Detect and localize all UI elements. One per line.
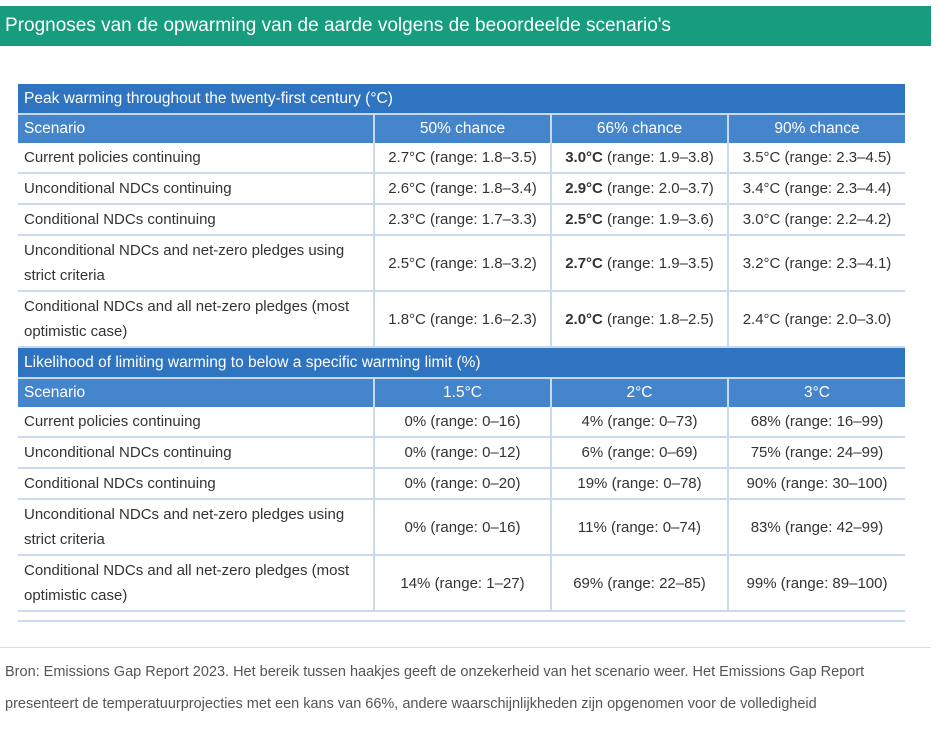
chance-50-cell: 1.8°C (range: 1.6–2.3) <box>374 291 551 347</box>
table-row <box>18 291 905 347</box>
scenario-cell: Unconditional NDCs and net-zero pledges using strict criteria <box>18 499 374 555</box>
chance-66-cell <box>551 143 728 173</box>
column-header-66-chance: 66% chance <box>551 114 728 143</box>
chance-90-cell: 3.0°C (range: 2.2–4.2) <box>728 204 905 235</box>
chance-66-value: 2.5°C <box>565 211 603 228</box>
column-header-90-chance: 90% chance <box>728 114 905 143</box>
chance-50-cell: 2.7°C (range: 1.8–3.5) <box>374 143 551 173</box>
column-header-1-5c: 1.5°C <box>374 378 551 407</box>
scenario-cell: Unconditional NDCs and net-zero pledges using strict criteria <box>18 235 374 291</box>
chance-90-cell: 3.5°C (range: 2.3–4.5) <box>728 143 905 173</box>
limit-2c-cell: 19% (range: 0–78) <box>551 468 728 499</box>
column-header-50-chance: 50% chance <box>374 114 551 143</box>
table-row <box>18 143 905 173</box>
table-bottom-border <box>18 620 905 622</box>
source-note: Bron: Emissions Gap Report 2023. Het bereik tussen haakjes geeft de onzekerheid van het scenario weer. Het Emissions Gap Report presenteert de temperatuurprojecties met een kans van 66%, andere waarschijnlijkheden zijn opgenomen voor de volledigheid <box>5 664 865 712</box>
table-row <box>18 204 905 235</box>
limit-1-5c-cell: 14% (range: 1–27) <box>374 555 551 611</box>
table-row <box>18 437 905 468</box>
chance-50-cell: 2.6°C (range: 1.8–3.4) <box>374 173 551 204</box>
limit-2c-cell: 4% (range: 0–73) <box>551 407 728 437</box>
scenario-cell: Unconditional NDCs continuing <box>18 437 374 468</box>
table-row <box>18 235 905 291</box>
chance-66-range: (range: 1.8–2.5) <box>602 310 714 328</box>
chance-90-cell: 3.4°C (range: 2.3–4.4) <box>728 173 905 204</box>
chance-66-cell <box>551 291 728 347</box>
table-row <box>18 499 905 555</box>
peak-warming-column-headers <box>18 114 905 143</box>
limit-3c-cell: 75% (range: 24–99) <box>728 437 905 468</box>
likelihood-column-headers <box>18 378 905 407</box>
chance-66-cell <box>551 173 728 204</box>
likelihood-section-title: Likelihood of limiting warming to below a specific warming limit (%) <box>18 347 905 378</box>
limit-1-5c-cell: 0% (range: 0–20) <box>374 468 551 499</box>
limit-2c-cell: 11% (range: 0–74) <box>551 499 728 555</box>
limit-3c-cell: 68% (range: 16–99) <box>728 407 905 437</box>
scenario-cell: Conditional NDCs continuing <box>18 468 374 499</box>
chance-66-value: 3.0°C <box>565 149 603 166</box>
chance-66-range: (range: 1.9–3.8) <box>602 149 714 166</box>
column-header-2c: 2°C <box>551 378 728 407</box>
chance-50-cell: 2.3°C (range: 1.7–3.3) <box>374 204 551 235</box>
scenario-cell: Current policies continuing <box>18 143 374 173</box>
chance-90-cell: 3.2°C (range: 2.3–4.1) <box>728 235 905 291</box>
column-header-scenario: Scenario <box>18 378 374 407</box>
peak-warming-section-header <box>18 84 905 114</box>
chance-90-cell: 2.4°C (range: 2.0–3.0) <box>728 291 905 347</box>
likelihood-section-header <box>18 347 905 378</box>
chance-66-range: (range: 2.0–3.7) <box>602 180 714 197</box>
scenario-cell: Current policies continuing <box>18 407 374 437</box>
column-header-scenario: Scenario <box>18 114 374 143</box>
scenario-cell: Conditional NDCs and all net-zero pledges (most optimistic case) <box>18 555 374 611</box>
limit-2c-cell: 6% (range: 0–69) <box>551 437 728 468</box>
table-row <box>18 555 905 611</box>
table-row <box>18 173 905 204</box>
warming-table-container <box>18 84 905 612</box>
limit-1-5c-cell: 0% (range: 0–12) <box>374 437 551 468</box>
scenario-cell: Unconditional NDCs continuing <box>18 173 374 204</box>
peak-warming-section-title: Peak warming throughout the twenty-first century (°C) <box>18 84 905 114</box>
limit-3c-cell: 83% (range: 42–99) <box>728 499 905 555</box>
limit-2c-cell: 69% (range: 22–85) <box>551 555 728 611</box>
limit-3c-cell: 90% (range: 30–100) <box>728 468 905 499</box>
chance-66-cell <box>551 235 728 291</box>
column-header-3c: 3°C <box>728 378 905 407</box>
table-row <box>18 468 905 499</box>
chance-66-value: 2.0°C <box>565 310 603 328</box>
limit-1-5c-cell: 0% (range: 0–16) <box>374 407 551 437</box>
table-row <box>18 407 905 437</box>
chance-50-cell: 2.5°C (range: 1.8–3.2) <box>374 235 551 291</box>
page-title: Prognoses van de opwarming van de aarde volgens de beoordeelde scenario's <box>0 6 931 46</box>
divider <box>0 647 931 648</box>
chance-66-cell <box>551 204 728 235</box>
scenario-cell: Conditional NDCs and all net-zero pledges (most optimistic case) <box>18 291 374 347</box>
limit-3c-cell: 99% (range: 89–100) <box>728 555 905 611</box>
chance-66-range: (range: 1.9–3.6) <box>602 211 714 228</box>
chance-66-value: 2.7°C <box>565 254 603 272</box>
scenario-cell: Conditional NDCs continuing <box>18 204 374 235</box>
warming-projections-table <box>18 84 905 612</box>
chance-66-range: (range: 1.9–3.5) <box>602 254 714 272</box>
limit-1-5c-cell: 0% (range: 0–16) <box>374 499 551 555</box>
chance-66-value: 2.9°C <box>565 180 603 197</box>
